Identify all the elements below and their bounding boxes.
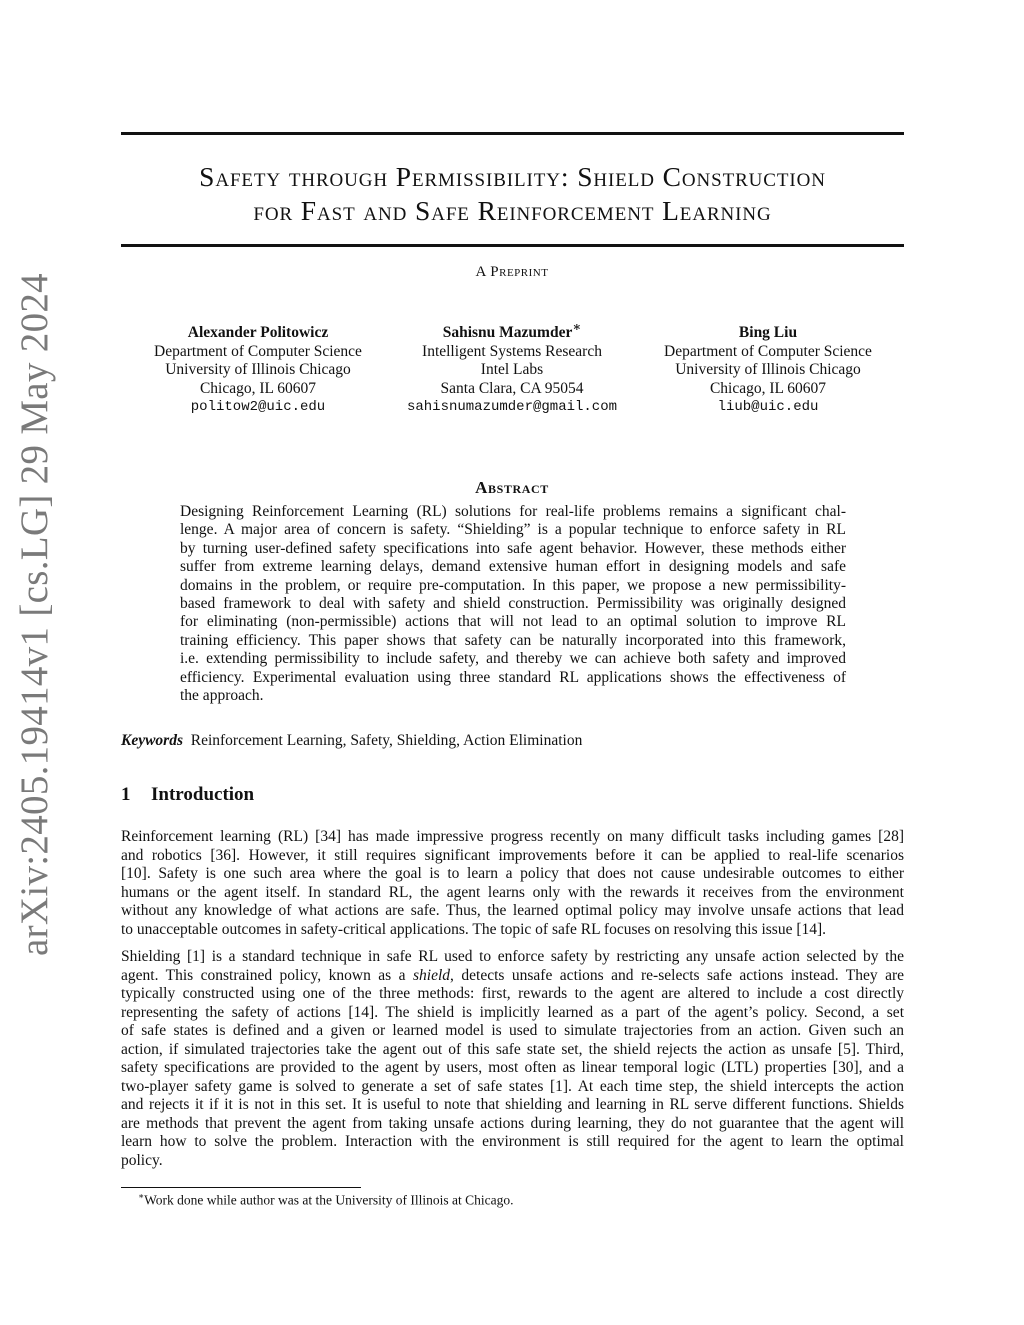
paragraph-line: and robotics [36]. However, it still requires significant improvements before it can be applied to real-life scenarios bbox=[121, 846, 904, 864]
abstract-line: the approach. bbox=[180, 687, 264, 705]
author-department: Department of Computer Science bbox=[154, 342, 362, 360]
abstract-line: for eliminating (non-permissible) actions that will not lead to an optimal solution to improve RL bbox=[180, 613, 846, 631]
author-name: Bing Liu bbox=[738, 324, 798, 342]
abstract-line: Designing Reinforcement Learning (RL) solutions for real-life problems remains a significant chal- bbox=[180, 503, 846, 520]
author-block bbox=[638, 318, 898, 417]
abstract-line: lenge. A major area of concern is safety. “Shielding” is a popular technique to enforce safety in RL bbox=[180, 521, 846, 539]
author-name: Alexander Politowicz bbox=[187, 324, 329, 342]
title-rule-top bbox=[121, 132, 904, 135]
keywords-label: Keywords bbox=[121, 732, 183, 749]
paragraph-line: agent. This constrained policy, known as a shield, detects unsafe actions and re-selects safe actions instead. They are bbox=[121, 966, 904, 984]
footnote bbox=[138, 1191, 513, 1209]
abstract-heading: Abstract bbox=[475, 478, 549, 497]
intro-paragraph-1 bbox=[121, 828, 904, 939]
paragraph-line: are methods that prevent the agent from taking unsafe actions during learning, they do not guarantee that the agent will bbox=[121, 1114, 904, 1132]
paragraph-line: [10]. Safety is one such area where the goal is to learn a policy that does not cause undesirable outcomes to either bbox=[121, 865, 904, 882]
paper-title bbox=[121, 160, 904, 228]
keywords-text: Reinforcement Learning, Safety, Shielding, Action Elimination bbox=[190, 732, 583, 749]
abstract-body bbox=[180, 503, 846, 705]
title-line-1: Safety through Permissibility: Shield Construction bbox=[199, 161, 826, 192]
author-name: Sahisnu Mazumder∗ bbox=[442, 319, 582, 342]
paragraph-line: typically constructed using one of the three methods: first, rewards to the agent are altered to include a cost directly bbox=[121, 985, 904, 1002]
paragraph-line: safety specifications are provided to the agent by users, most often as linear temporal logic (LTL) properties [30], and a bbox=[121, 1059, 904, 1076]
section-number: 1 bbox=[121, 784, 131, 805]
preprint-label: A Preprint bbox=[475, 264, 549, 280]
keywords bbox=[121, 732, 582, 750]
paragraph-line: action, if simulated trajectories take the agent out of this safe state set, the shield rejects the action as unsafe [5]. Third, bbox=[121, 1040, 904, 1058]
title-rule-bottom bbox=[121, 244, 904, 247]
footnote-marker: ∗ bbox=[138, 1191, 145, 1201]
paragraph-line: of safe states is defined and a given or learned model is used to simulate trajectories from an action. Given such an bbox=[121, 1022, 904, 1039]
section-heading bbox=[121, 784, 254, 806]
abstract-line: efficiency. Experimental evaluation using three standard RL applications shows the effectiveness of bbox=[180, 668, 846, 686]
author-address: Chicago, IL 60607 bbox=[199, 379, 317, 397]
shield-term: shield bbox=[413, 966, 451, 984]
footnote-text: Work done while author was at the University of Illinois at Chicago. bbox=[144, 1192, 514, 1208]
author-institution: University of Illinois Chicago bbox=[675, 361, 861, 379]
author-block bbox=[128, 318, 388, 417]
paragraph-line: without any knowledge of what actions are safe. Thus, the learned optimal policy may involve unsafe actions that lead bbox=[121, 902, 904, 919]
author-institution: University of Illinois Chicago bbox=[165, 361, 351, 379]
author-email: liub@uic.edu bbox=[717, 399, 819, 416]
paragraph-line: two-player safety game is solved to generate a set of safe states [1]. At each time step, the shield intercepts the action bbox=[121, 1077, 904, 1095]
abstract-line: domains in the problem, or require pre-computation. In this paper, we propose a new permissibility- bbox=[180, 576, 846, 594]
author-footnote-marker: ∗ bbox=[572, 319, 582, 334]
author-department: Department of Computer Science bbox=[664, 342, 872, 360]
title-line-2: for Fast and Safe Reinforcement Learning bbox=[253, 195, 772, 226]
author-block bbox=[382, 318, 642, 417]
footnote-rule bbox=[121, 1187, 361, 1188]
paragraph-line: to unacceptable outcomes in safety-critical applications. The topic of safe RL focuses on resolving this issue [14]. bbox=[121, 920, 827, 938]
author-email: sahisnumazumder@gmail.com bbox=[406, 399, 618, 416]
paragraph-line: humans or the agent itself. In standard RL, the agent learns only with the rewards it receives from the environment bbox=[121, 883, 904, 901]
paragraph-line: learn how to solve the problem. Interaction with the environment is still required for the agent to learn the optimal bbox=[121, 1133, 904, 1150]
author-address: Chicago, IL 60607 bbox=[709, 379, 827, 397]
section-title: Introduction bbox=[151, 784, 255, 805]
paragraph-line: Reinforcement learning (RL) [34] has made impressive progress recently on many difficult tasks including games [28] bbox=[121, 828, 904, 845]
arxiv-identifier-stamp: arXiv:2405.19414v1 [cs.LG] 29 May 2024 bbox=[13, 273, 56, 956]
author-email: politow2@uic.edu bbox=[190, 399, 326, 416]
abstract-line: i.e. extending permissibility to include safety, and thereby we can achieve both safety and improved bbox=[180, 650, 846, 668]
abstract-line: by turning user-defined safety specifications into safe agent behavior. However, these methods either bbox=[180, 539, 846, 557]
paragraph-line: representing the safety of actions [14]. The shield is implicitly learned as a part of the agent’s policy. Second, a set bbox=[121, 1003, 904, 1021]
abstract-line: suffer from extreme learning delays, demand extensive human effort in designing models and safe bbox=[180, 558, 846, 576]
author-department: Intelligent Systems Research bbox=[422, 342, 602, 360]
abstract-line: based framework to deal with safety and shield construction. Permissibility was originally designed bbox=[180, 595, 846, 613]
author-institution: Intel Labs bbox=[480, 361, 544, 379]
paragraph-line: policy. bbox=[121, 1151, 163, 1169]
author-address: Santa Clara, CA 95054 bbox=[440, 379, 584, 397]
intro-paragraph-2 bbox=[121, 948, 904, 1170]
paragraph-line: Shielding [1] is a standard technique in safe RL used to enforce safety by restricting any unsafe action selected by the bbox=[121, 948, 904, 965]
abstract-line: training efficiency. This paper shows that safety can be naturally incorporated into this framework, bbox=[180, 631, 846, 649]
paragraph-line: and rejects it if it is not in this set. It is useful to note that shielding and learning in RL serve different functions. Shields bbox=[121, 1096, 904, 1113]
